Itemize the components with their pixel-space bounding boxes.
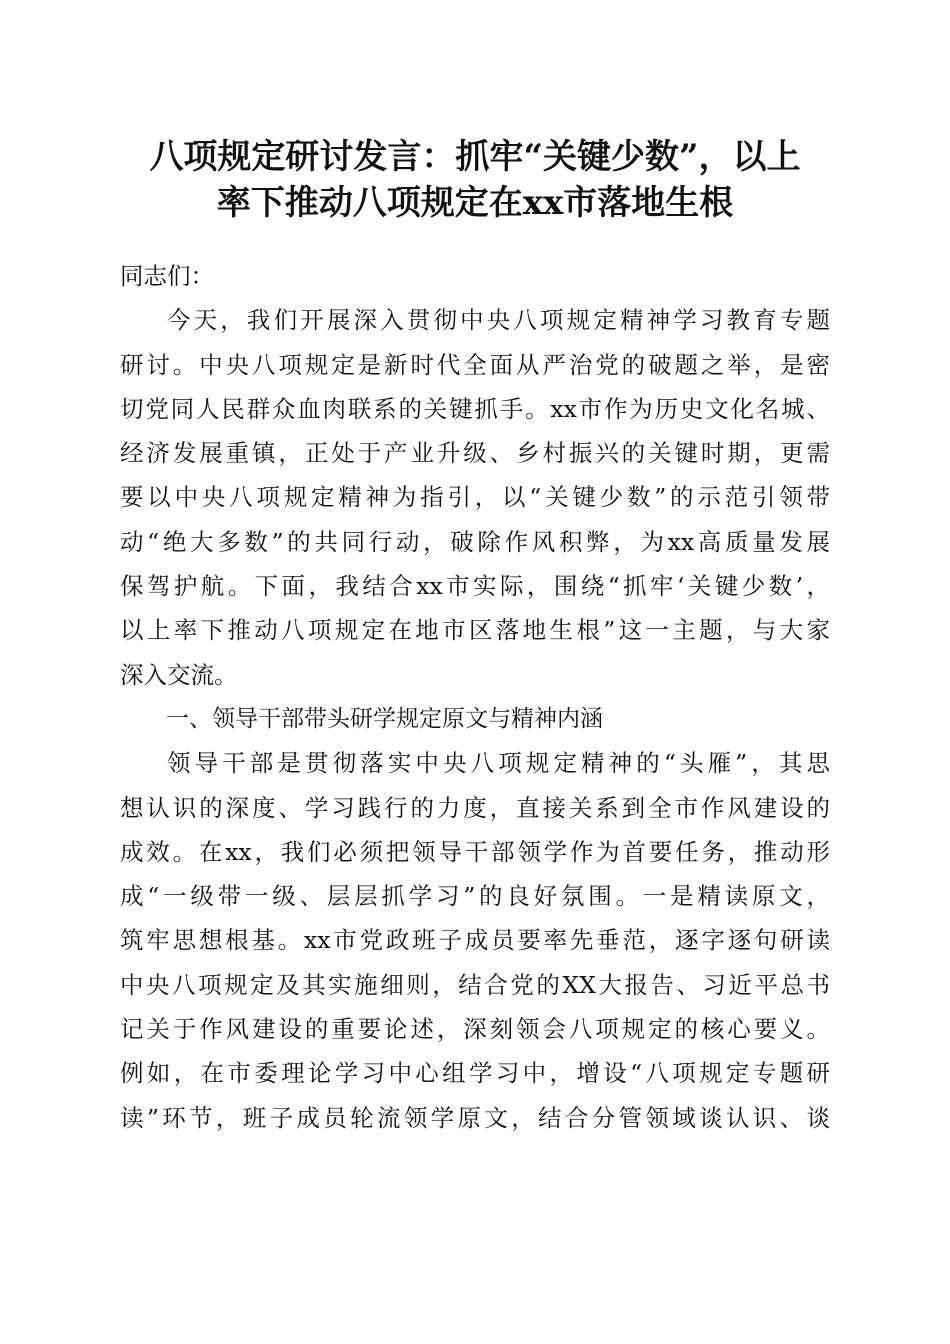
paragraph-line: 记关于作风建设的重要论述，深刻领会八项规定的核心要义。 xyxy=(120,1015,830,1044)
paragraph-line: 深入交流。 xyxy=(120,660,238,689)
section-heading: 一、领导干部带头研学规定原文与精神内涵 xyxy=(166,705,603,732)
paragraph-line: 读”环节，班子成员轮流领学原文，结合分管领域谈认识、谈 xyxy=(120,1103,830,1132)
paragraph-line: 以上率下推动八项规定在地市区落地生根”这一主题，与大家 xyxy=(120,616,830,645)
paragraph-line: 经济发展重镇，正处于产业升级、乡村振兴的关键时期，更需 xyxy=(120,439,830,468)
document-body xyxy=(120,254,830,1140)
paragraph-line: 研讨。中央八项规定是新时代全面从严治党的破题之举，是密 xyxy=(120,350,830,379)
paragraph-line: 想认识的深度、学习践行的力度，直接关系到全市作风建设的 xyxy=(120,793,830,822)
paragraph-line: 成“一级带一级、层层抓学习”的良好氛围。一是精读原文， xyxy=(120,882,830,911)
section1-paragraph xyxy=(120,741,830,1140)
paragraph-line: 动“绝大多数”的共同行动，破除作风积弊，为xx高质量发展 xyxy=(120,527,830,556)
paragraph-line: 成效。在xx，我们必须把领导干部领学作为首要任务，推动形 xyxy=(120,837,830,866)
paragraph-line: 保驾护航。下面，我结合xx市实际，围绕“抓牢‘关键少数’， xyxy=(120,572,830,601)
title-line-1: 八项规定研讨发言：抓牢“关键少数”，以上 xyxy=(149,137,801,177)
paragraph-line: 中央八项规定及其实施细则，结合党的XX大报告、习近平总书 xyxy=(120,970,830,999)
paragraph-line: 领导干部是贯彻落实中央八项规定精神的“头雁”，其思 xyxy=(167,749,830,778)
paragraph-line: 切党同人民群众血肉联系的关键抓手。xx市作为历史文化名城、 xyxy=(120,394,830,423)
paragraph-line: 例如，在市委理论学习中心组学习中，增设“八项规定专题研 xyxy=(120,1059,830,1088)
intro-paragraph xyxy=(120,298,830,697)
paragraph-line: 筑牢思想根基。xx市党政班子成员要率先垂范，逐字逐句研读 xyxy=(120,926,830,955)
salutation: 同志们： xyxy=(120,262,214,290)
paragraph-line: 今天，我们开展深入贯彻中央八项规定精神学习教育专题 xyxy=(167,306,830,335)
paragraph-line: 要以中央八项规定精神为指引，以“关键少数”的示范引领带 xyxy=(120,483,830,512)
title-line-2: 率下推动八项规定在xx市落地生根 xyxy=(216,183,734,223)
document-title xyxy=(100,134,850,226)
